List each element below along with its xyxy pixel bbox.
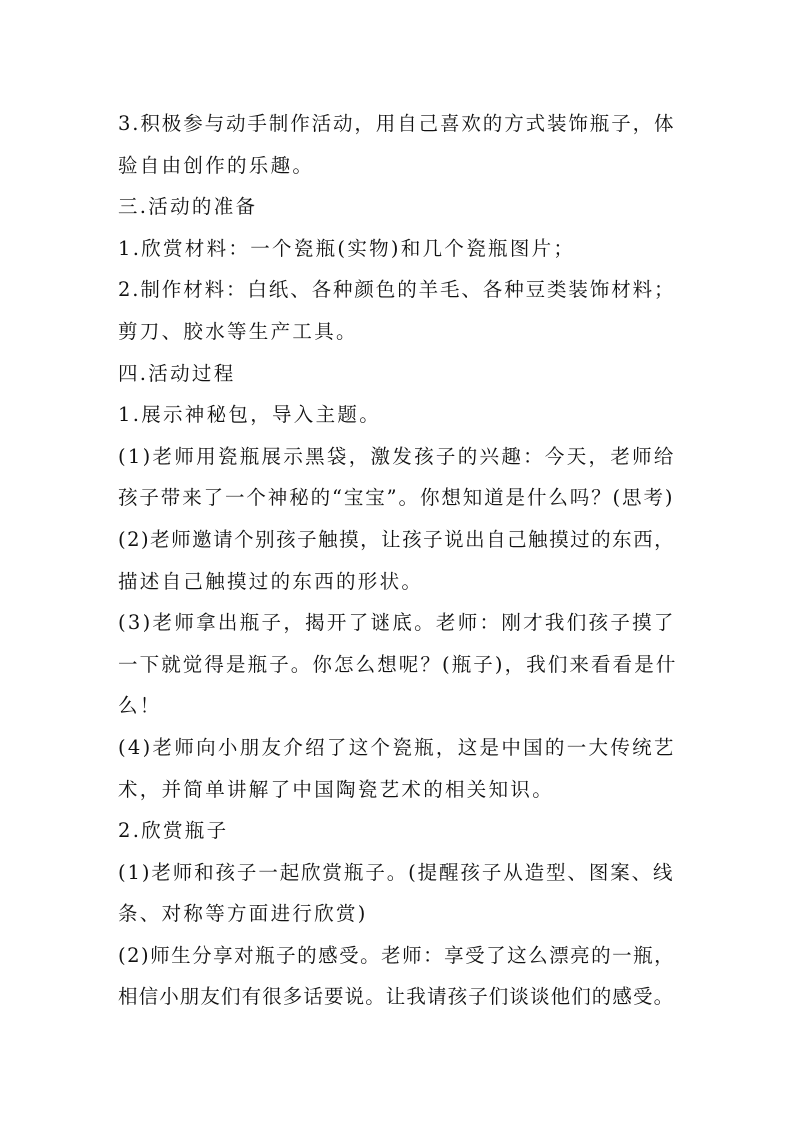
- text-line: (1)老师和孩子一起欣赏瓶子。(提醒孩子从造型、图案、线: [118, 860, 675, 884]
- text-line: (4)老师向小朋友介绍了这个瓷瓶，这是中国的一大传统艺: [118, 735, 676, 759]
- text-line: 一下就觉得是瓶子。你怎么想呢？(瓶子)，我们来看看是什: [118, 652, 678, 676]
- text-line: (2)老师邀请个别孩子触摸，让孩子说出自己触摸过的东西，: [118, 527, 676, 551]
- document-body: [118, 103, 678, 1018]
- text-line: 么！: [118, 694, 162, 718]
- text-line: 条、对称等方面进行欣赏): [118, 902, 368, 926]
- text-line: 孩子带来了一个神秘的“宝宝”。你想知道是什么吗？(思考): [118, 486, 675, 510]
- text-line: (3)老师拿出瓶子，揭开了谜底。老师：刚才我们孩子摸了: [118, 611, 676, 635]
- text-line: 验自由创作的乐趣。: [118, 153, 315, 177]
- text-line: 2.制作材料：白纸、各种颜色的羊毛、各种豆类装饰材料；: [118, 278, 676, 302]
- text-line: (1)老师用瓷瓶展示黑袋，激发孩子的兴趣：今天，老师给: [118, 444, 676, 468]
- text-line: 2.欣赏瓶子: [118, 819, 229, 843]
- text-line: (2)师生分享对瓶子的感受。老师：享受了这么漂亮的一瓶，: [118, 943, 676, 967]
- section-heading: 三.活动的准备: [118, 195, 258, 219]
- text-line: 剪刀、胶水等生产工具。: [118, 319, 358, 343]
- text-line: 描述自己触摸过的东西的形状。: [118, 569, 424, 593]
- text-line: 1.欣赏材料：一个瓷瓶(实物)和几个瓷瓶图片；: [118, 236, 576, 260]
- text-line: 相信小朋友们有很多话要说。让我请孩子们谈谈他们的感受。: [118, 985, 675, 1009]
- text-line: 1.展示神秘包，导入主题。: [118, 403, 382, 427]
- text-line: 术，并简单讲解了中国陶瓷艺术的相关知识。: [118, 777, 555, 801]
- section-heading: 四.活动过程: [118, 361, 236, 385]
- text-line: 3.积极参与动手制作活动，用自己喜欢的方式装饰瓶子，体: [118, 112, 676, 135]
